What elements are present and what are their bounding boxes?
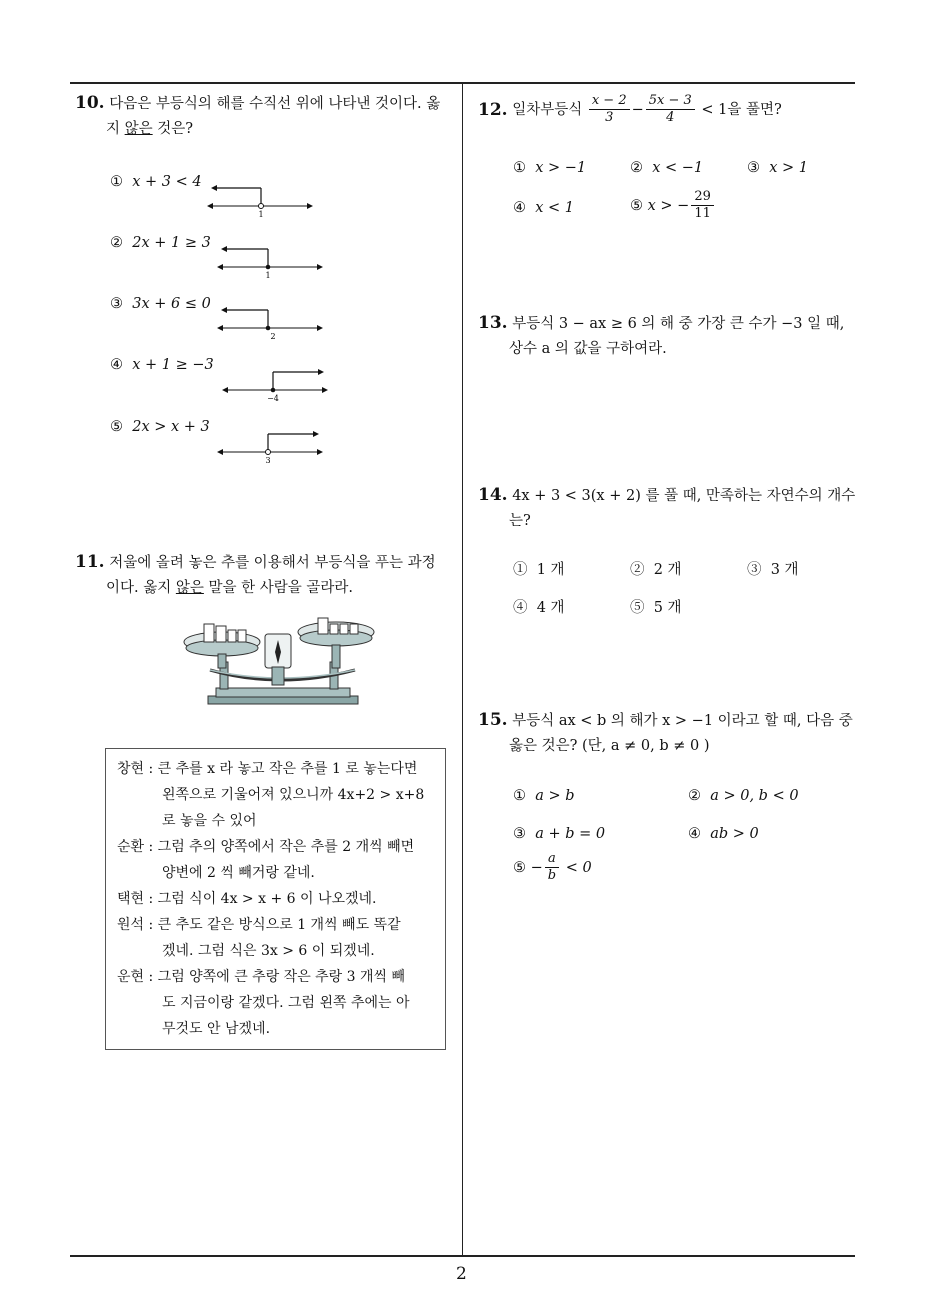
fraction-numerator: 29: [691, 190, 714, 206]
q10-number-line-5: [215, 430, 325, 466]
option-expr: 2 개: [653, 562, 682, 578]
speaker-text: 왼쪽으로 기울어져 있으니까 4x+2 > x+8: [162, 787, 425, 803]
speaker-name: 원석 :: [117, 917, 158, 933]
q12-suffix: < 1을 풀면?: [701, 101, 782, 118]
q14-number: 14.: [478, 485, 508, 505]
option-mark: ③: [513, 826, 526, 842]
speaker-text: 양변에 2 씩 빼거랑 같네.: [162, 865, 315, 881]
option-expr: a + b = 0: [535, 826, 606, 842]
q11-number: 11.: [75, 552, 105, 572]
speaker-text: 무것도 안 남겠네.: [162, 1021, 271, 1037]
bottom-rule: [70, 1255, 855, 1257]
tick-label: 1: [265, 271, 271, 280]
q10-number-line-1: [205, 184, 315, 220]
tick-label: 2: [270, 332, 276, 341]
q10-number: 10.: [75, 93, 105, 113]
fraction-denominator: 4: [666, 110, 675, 125]
option-expr: a > b: [535, 788, 575, 804]
option-expr: a > 0, b < 0: [710, 788, 799, 804]
q10-line2a: 지: [106, 121, 125, 137]
q11-text: [75, 549, 436, 576]
dialog-line: [117, 1016, 442, 1042]
q12-prefix: 일차부등식: [512, 101, 583, 118]
q12-option-1[interactable]: [513, 160, 586, 176]
option-expr: −: [530, 859, 543, 876]
option-expr: x + 3 < 4: [132, 174, 202, 190]
q15-line1: 부등식 ax < b 의 해가 x > −1 이라고 할 때, 다음 중: [512, 713, 853, 729]
q11-text-line2: [106, 575, 353, 601]
fraction-numerator: x − 2: [589, 94, 630, 110]
dialog-line: [117, 808, 442, 834]
option-expr: x + 1 ≥ −3: [132, 357, 214, 373]
option-expr: 2x > x + 3: [132, 419, 210, 435]
option-mark: ④: [688, 826, 701, 842]
q15-option-2[interactable]: [688, 788, 799, 804]
option-mark: ⑤: [110, 419, 123, 435]
q11-underlined-word: 않은: [175, 580, 204, 596]
q10-option-4[interactable]: [110, 357, 214, 373]
dialog-line: [117, 964, 442, 990]
q15-number: 15.: [478, 710, 508, 730]
q14-text: [478, 482, 855, 509]
q14-option-2[interactable]: [630, 558, 682, 579]
q12-fraction-1: [589, 94, 630, 125]
option-mark: ④: [513, 200, 526, 216]
q10-number-line-3: [215, 306, 325, 342]
q11-dialog: [117, 756, 442, 1042]
option-mark: ③: [747, 562, 762, 578]
speaker-text: 그럼 양쪽에 큰 추랑 작은 추랑 3 개씩 빼: [157, 969, 406, 985]
q12-option-4[interactable]: [513, 200, 574, 216]
speaker-name: 창현 :: [117, 761, 158, 777]
q12-option-5[interactable]: [630, 190, 716, 221]
option-mark: ④: [513, 600, 528, 616]
speaker-text: 도 지금이랑 같겠다. 그럼 왼쪽 추에는 아: [162, 995, 410, 1011]
option-mark: ①: [110, 174, 123, 190]
q14-option-1[interactable]: [513, 558, 565, 579]
q12-number: 12.: [478, 99, 508, 120]
dialog-line: [117, 886, 442, 912]
q13-text-line2: 상수 a 의 값을 구하여라.: [509, 341, 667, 357]
q12-option-2[interactable]: [630, 160, 703, 176]
option-mark: ③: [747, 160, 760, 176]
q13-line1: 부등식 3 − ax ≥ 6 의 해 중 가장 큰 수가 −3 일 때,: [512, 316, 845, 332]
q10-underlined-word: 않은: [124, 121, 153, 137]
q15-option-3[interactable]: [513, 826, 605, 842]
option-mark: ②: [688, 788, 701, 804]
column-divider: [462, 82, 463, 1255]
option-mark: ③: [110, 296, 123, 312]
option-expr: x < 1: [535, 200, 574, 216]
q12-fraction-2: [646, 94, 695, 125]
speaker-name: 순환 :: [117, 839, 158, 855]
q13-number: 13.: [478, 313, 508, 333]
q15-option-4[interactable]: [688, 826, 759, 842]
option-expr: 4 개: [536, 600, 565, 616]
option-mark: ②: [630, 160, 643, 176]
option-mark: ②: [630, 562, 645, 578]
option-expr: 3 개: [770, 562, 799, 578]
q12-option-3[interactable]: [747, 160, 808, 176]
speaker-text: 로 놓을 수 있어: [162, 813, 257, 829]
q15-option-5[interactable]: [513, 852, 592, 883]
option-mark: ⑤: [513, 859, 526, 876]
q11-line2a: 이다. 옳지: [106, 580, 176, 596]
option-expr: 1 개: [536, 562, 565, 578]
option-expr: x > −: [647, 197, 690, 214]
dialog-line: [117, 938, 442, 964]
option-mark: ①: [513, 788, 526, 804]
option-expr: ab > 0: [710, 826, 759, 842]
fraction-denominator: b: [547, 868, 557, 883]
fraction-denominator: 3: [605, 110, 614, 125]
tick-label: 1: [258, 210, 264, 219]
option-fraction: [691, 190, 714, 221]
option-mark: ⑤: [630, 600, 645, 616]
speaker-text: 큰 추를 x 라 놓고 작은 추를 1 로 놓는다면: [157, 761, 418, 777]
q15-text-line2: 옳은 것은? (단, a ≠ 0, b ≠ 0 ): [509, 738, 710, 754]
fraction-numerator: 5x − 3: [646, 94, 695, 110]
option-expr: 5 개: [653, 600, 682, 616]
option-expr: 2x + 1 ≥ 3: [132, 235, 211, 251]
dialog-line: [117, 834, 442, 860]
speaker-text: 그럼 식이 4x > x + 6 이 나오겠네.: [157, 891, 377, 907]
option-mark: ①: [513, 562, 528, 578]
q10-number-line-4: [220, 368, 330, 404]
option-expr-tail: < 0: [565, 859, 592, 876]
page-number: 2: [456, 1264, 467, 1284]
q10-option-5[interactable]: [110, 419, 210, 435]
q13-text: [478, 310, 844, 337]
q10-option-1[interactable]: [110, 174, 202, 190]
q11-line1: 저울에 올려 놓은 추를 이용해서 부등식을 푸는 과정: [109, 555, 436, 571]
q14-option-3[interactable]: [747, 558, 799, 579]
dialog-line: [117, 912, 442, 938]
dialog-line: [117, 756, 442, 782]
q15-option-1[interactable]: [513, 788, 575, 804]
q10-line2b: 것은?: [152, 121, 194, 137]
q14-text-line2: 는?: [509, 513, 531, 529]
q14-option-5[interactable]: [630, 596, 682, 617]
q10-option-3[interactable]: [110, 296, 211, 312]
q12-minus: −: [631, 101, 644, 118]
q10-option-2[interactable]: [110, 235, 211, 251]
option-expr: x > 1: [769, 160, 808, 176]
speaker-text: 큰 추도 같은 방식으로 1 개씩 빼도 똑같: [157, 917, 401, 933]
dialog-line: [117, 990, 442, 1016]
q12-text: [478, 94, 782, 125]
option-expr: x > −1: [535, 160, 587, 176]
option-mark: ①: [513, 160, 526, 176]
balance-scale-illustration: [180, 612, 390, 712]
dialog-line: [117, 860, 442, 886]
q14-option-4[interactable]: [513, 596, 565, 617]
speaker-text: 겠네. 그럼 식은 3x > 6 이 되겠네.: [162, 943, 375, 959]
q10-number-line-2: [215, 245, 325, 281]
q10-text-line2: [106, 116, 193, 142]
fraction-numerator: a: [545, 852, 559, 868]
q10-line1: 다음은 부등식의 해를 수직선 위에 나타낸 것이다. 옳: [109, 96, 441, 112]
tick-label: 3: [265, 456, 271, 465]
option-expr: x < −1: [652, 160, 704, 176]
speaker-text: 그럼 추의 양쪽에서 작은 추를 2 개씩 빼면: [157, 839, 415, 855]
speaker-name: 운현 :: [117, 969, 158, 985]
option-mark: ④: [110, 357, 123, 373]
option-mark: ⑤: [630, 197, 643, 214]
q14-line1: 4x + 3 < 3(x + 2) 를 풀 때, 만족하는 자연수의 개수: [512, 488, 856, 504]
q10-text: [75, 90, 440, 117]
tick-label: −4: [267, 394, 279, 403]
option-mark: ②: [110, 235, 123, 251]
q15-text: [478, 707, 853, 734]
option-fraction: [545, 852, 559, 883]
fraction-denominator: 11: [694, 206, 711, 221]
speaker-name: 택현 :: [117, 891, 158, 907]
q11-line2b: 말을 한 사람을 골라라.: [203, 580, 353, 596]
dialog-line: [117, 782, 442, 808]
option-expr: 3x + 6 ≤ 0: [132, 296, 211, 312]
